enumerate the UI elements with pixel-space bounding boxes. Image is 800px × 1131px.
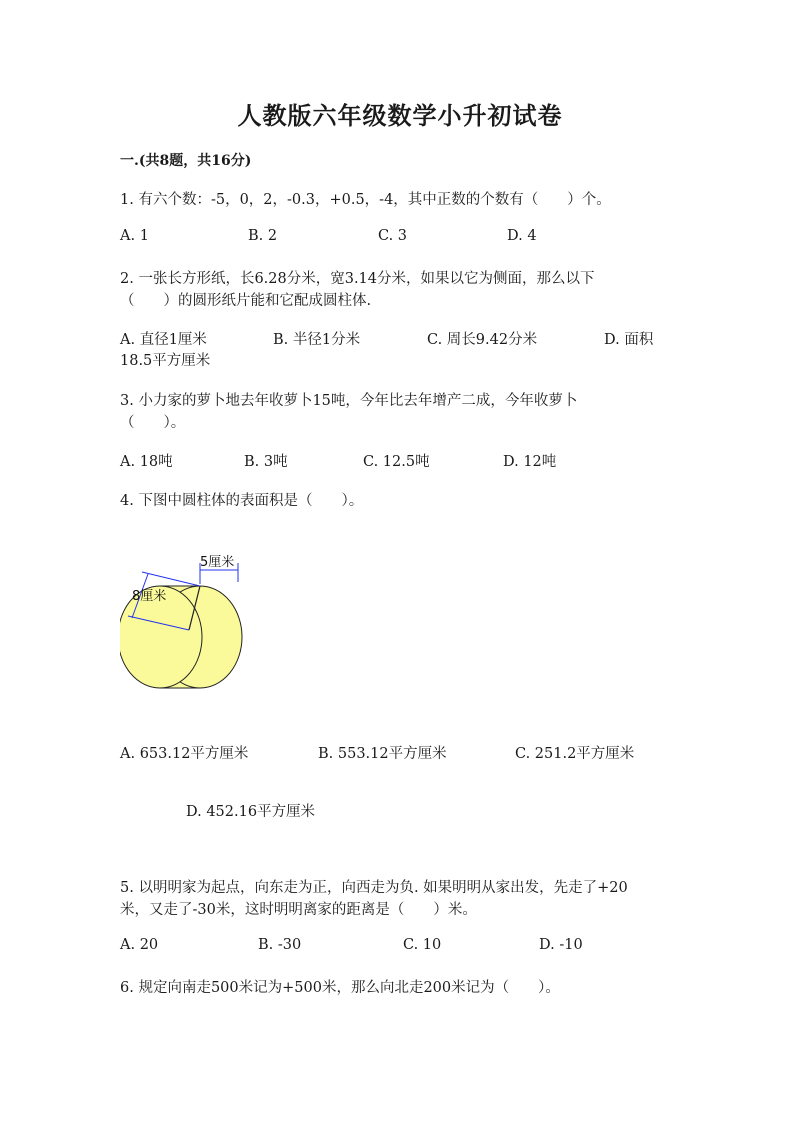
question-3-option-c: C. 12.5吨 — [363, 454, 430, 470]
question-1-option-c: C. 3 — [378, 228, 408, 244]
question-4-option-d: D. 452.16平方厘米 — [186, 804, 316, 820]
question-4-text: 4. 下图中圆柱体的表面积是（ ）。 — [120, 493, 364, 509]
question-2-option-d-continued: 18.5平方厘米 — [120, 353, 211, 369]
question-5-option-b: B. -30 — [258, 937, 302, 953]
question-5-text-line-1: 5. 以明明家为起点，向东走为正，向西走为负. 如果明明从家出发，先走了+20 — [120, 880, 628, 896]
question-2-option-b: B. 半径1分米 — [273, 332, 361, 348]
question-2-option-d: D. 面积 — [604, 332, 654, 348]
section-heading: 一.(共8题，共16分) — [120, 153, 252, 169]
question-4-option-b: B. 553.12平方厘米 — [318, 746, 447, 762]
page-title: 人教版六年级数学小升初试卷 — [237, 101, 563, 130]
question-5-option-d: D. -10 — [539, 937, 583, 953]
question-2-option-a: A. 直径1厘米 — [120, 332, 207, 348]
question-5-option-a: A. 20 — [120, 937, 159, 953]
figure-label-left: 8厘米 — [132, 589, 167, 604]
question-6-text: 6. 规定向南走500米记为+500米，那么向北走200米记为（ ）。 — [120, 980, 560, 996]
radius-dimension-tick-top — [142, 572, 200, 586]
question-1-option-b: B. 2 — [248, 228, 278, 244]
question-2-text-line-1: 2. 一张长方形纸，长6.28分米，宽3.14分米，如果以它为侧面，那么以下 — [120, 271, 595, 287]
question-1-text: 1. 有六个数：-5，0，2，-0.3，+0.5，-4，其中正数的个数有（ ）个。 — [120, 192, 611, 208]
question-3-option-a: A. 18吨 — [120, 454, 173, 470]
question-3-option-d: D. 12吨 — [503, 454, 557, 470]
question-5-text-line-2: 米，又走了-30米，这时明明离家的距离是（ ）米。 — [120, 902, 477, 918]
question-3-text-line-2: （ ）。 — [120, 415, 186, 431]
question-4-option-a: A. 653.12平方厘米 — [120, 746, 249, 762]
question-3-option-b: B. 3吨 — [244, 454, 288, 470]
question-4-option-c: C. 251.2平方厘米 — [515, 746, 635, 762]
cylinder-figure — [120, 548, 250, 694]
question-3-text-line-1: 3. 小力家的萝卜地去年收萝卜15吨，今年比去年增产二成，今年收萝卜 — [120, 393, 578, 409]
question-2-text-line-2: （ ）的圆形纸片能和它配成圆柱体. — [120, 293, 372, 309]
figure-label-top: 5厘米 — [200, 555, 235, 570]
question-1-option-d: D. 4 — [507, 228, 537, 244]
question-2-option-c: C. 周长9.42分米 — [427, 332, 538, 348]
question-1-option-a: A. 1 — [120, 228, 149, 244]
question-5-option-c: C. 10 — [403, 937, 442, 953]
